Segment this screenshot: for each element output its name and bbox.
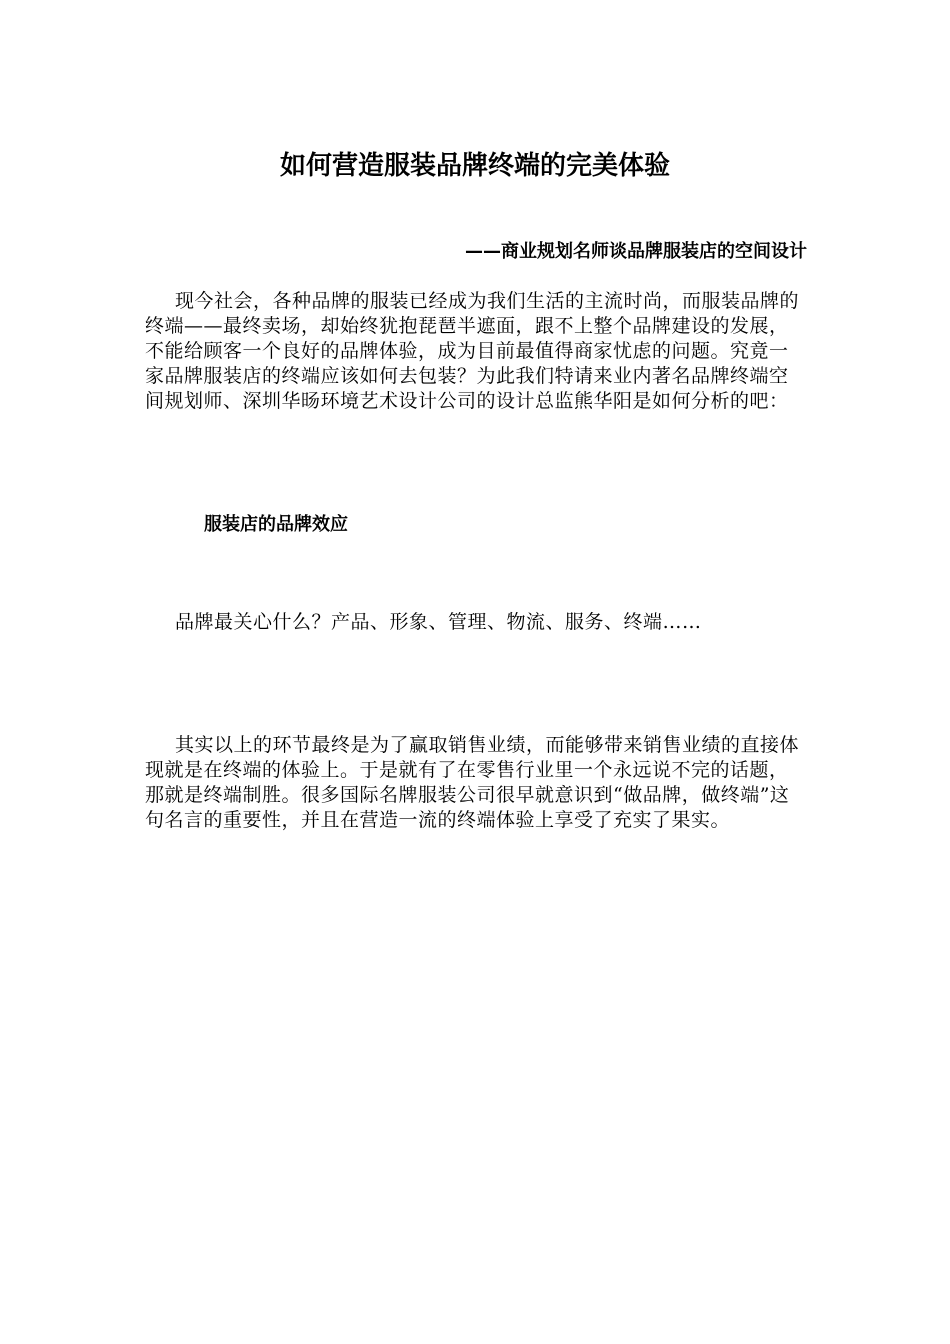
document-title: 如何营造服装品牌终端的完美体验 <box>279 151 670 181</box>
question-paragraph: 品牌最关心什么？产品、形象、管理、物流、服务、终端…… <box>175 611 702 633</box>
body-paragraph: 其实以上的环节最终是为了赢取销售业绩，而能够带来销售业绩的直接体现就是在终端的体验上。于是就有了在零售行业里一个永远说不完的话题，那就是终端制胜。很多国际名牌服装公司很早就意识到“做品牌，做终端”这句名言的重要性，并且在营造一流的终端体验上享受了充实了果实。 <box>145 734 800 831</box>
section-heading: 服装店的品牌效应 <box>204 514 348 535</box>
document-subtitle: ——商业规划名师谈品牌服装店的空间设计 <box>465 241 807 262</box>
intro-paragraph: 现今社会，各种品牌的服装已经成为我们生活的主流时尚，而服装品牌的终端——最终卖场，却始终犹抱琵琶半遮面，跟不上整个品牌建设的发展，不能给顾客一个良好的品牌体验，成为目前最值得商家忧虑的问题。究竟一家品牌服装店的终端应该如何去包装？为此我们特请来业内著名品牌终端空间规划师、深圳华旸环境艺术设计公司的设计总监熊华阳是如何分析的吧： <box>145 290 800 412</box>
